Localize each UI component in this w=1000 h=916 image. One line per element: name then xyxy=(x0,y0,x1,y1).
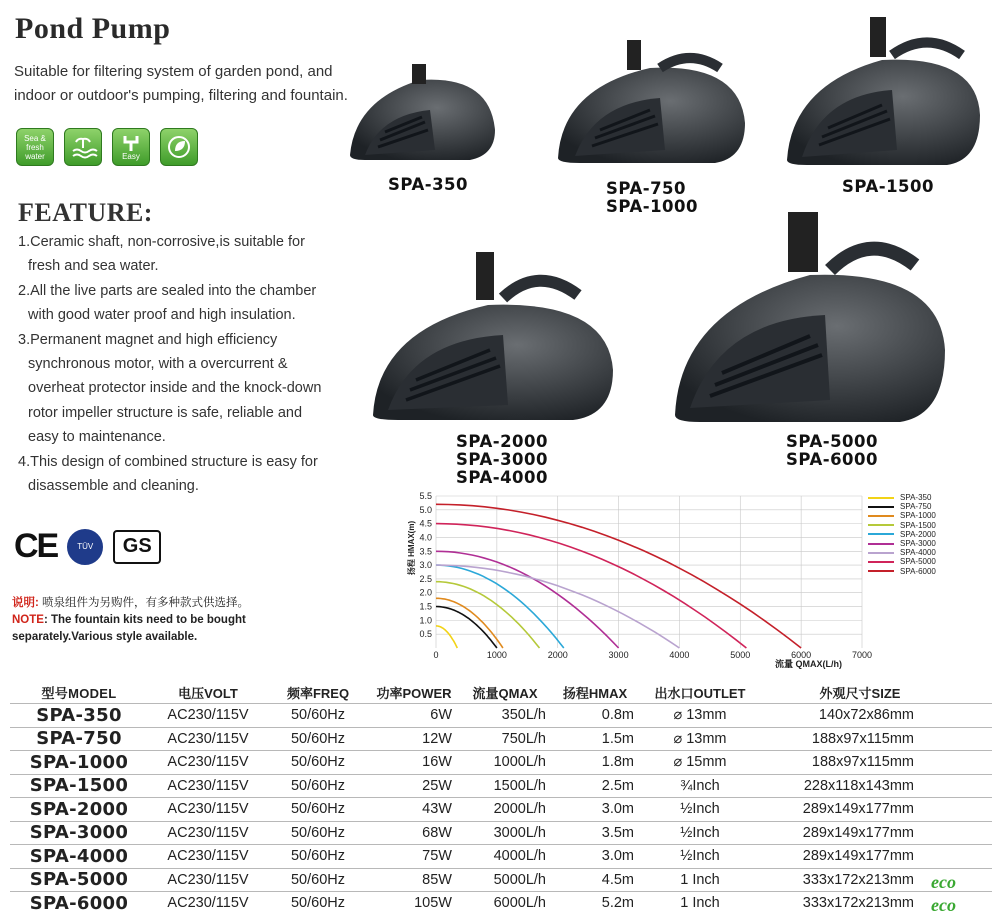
legend-item-spa-1500 xyxy=(868,521,936,530)
size-value: 228x118x143mm xyxy=(803,777,914,794)
power-cell: 75W xyxy=(422,848,452,865)
x-tick-label: 6000 xyxy=(791,650,812,660)
size-value: 289x149x177mm xyxy=(802,801,914,818)
qmax-cell: 1000L/h xyxy=(493,754,546,771)
power-cell: 25W xyxy=(422,777,452,794)
col-qmax-header: 流量QMAX xyxy=(472,685,538,701)
legend-swatch xyxy=(868,561,894,563)
outlet-cell: ½Inch xyxy=(680,848,720,865)
size-cell xyxy=(760,731,960,747)
legend-swatch xyxy=(868,497,894,499)
legend-label: SPA-5000 xyxy=(900,557,936,567)
volt-cell: AC230/115V xyxy=(167,871,249,888)
table-row xyxy=(10,868,992,892)
volt-cell: AC230/115V xyxy=(167,824,249,841)
size-value: 289x149x177mm xyxy=(802,848,914,865)
qmax-cell: 350L/h xyxy=(501,707,546,724)
freq-cell: 50/60Hz xyxy=(290,777,345,794)
outlet-cell: 1 Inch xyxy=(680,895,720,912)
chart-ticks xyxy=(419,491,872,660)
size-cell xyxy=(760,801,960,817)
y-tick-label: 4.5 xyxy=(419,518,432,529)
volt-cell: AC230/115V xyxy=(167,730,249,747)
feature-item: 3.Permanent magnet and high efficiency synchronous motor, with a overcurrent & overheat protector inside and the knock-down rotor impeller structure is safe, reliable and easy to maintenance. xyxy=(18,331,322,446)
chart-y-axis-label: 扬程 HMAX(m) xyxy=(407,520,416,576)
legend-swatch xyxy=(868,506,894,508)
x-tick-label: 2000 xyxy=(547,650,568,660)
qmax-cell: 4000L/h xyxy=(493,848,546,865)
gs-mark: GS xyxy=(113,530,161,564)
power-cell: 85W xyxy=(422,871,452,888)
curve-spa-350 xyxy=(436,626,457,648)
volt-cell: AC230/115V xyxy=(167,848,249,865)
outlet-cell: ⌀ 15mm xyxy=(673,754,727,771)
legend-swatch xyxy=(868,515,894,517)
power-cell: 105W xyxy=(414,895,452,912)
model-cell: SPA-1000 xyxy=(29,751,129,773)
freq-cell: 50/60Hz xyxy=(290,801,345,818)
legend-item-spa-5000 xyxy=(868,557,936,566)
size-value: 333x172x213mm xyxy=(802,895,914,912)
freq-cell: 50/60Hz xyxy=(290,848,345,865)
feature-list xyxy=(18,230,322,498)
legend-item-spa-3000 xyxy=(868,539,936,548)
volt-cell: AC230/115V xyxy=(167,895,249,912)
model-cell: SPA-3000 xyxy=(29,822,129,844)
pump-label-spa-2000-3000-4000: SPA-2000 SPA-3000 SPA-4000 xyxy=(456,432,549,487)
model-cell: SPA-1500 xyxy=(29,775,129,797)
legend-label: SPA-1000 xyxy=(900,511,936,521)
y-tick-label: 5.0 xyxy=(419,504,432,515)
feature-icons xyxy=(16,128,198,166)
pump-image-spa-5000 xyxy=(670,210,950,430)
y-tick-label: 2.5 xyxy=(419,573,432,584)
chart-x-axis-label: 流量 QMAX(L/h) xyxy=(775,659,842,669)
model-cell: SPA-2000 xyxy=(29,798,129,820)
legend-item-spa-750 xyxy=(868,502,936,511)
legend-label: SPA-6000 xyxy=(900,566,936,576)
col-freq-header: 频率FREQ xyxy=(286,685,350,701)
legend-label: SPA-1500 xyxy=(900,520,936,530)
ce-mark: CE xyxy=(14,527,58,565)
x-tick-label: 0 xyxy=(433,650,439,660)
model-cell: SPA-750 xyxy=(36,728,122,750)
table-row xyxy=(10,727,992,751)
eco-leaf-icon xyxy=(160,128,198,166)
size-value: 140x72x86mm xyxy=(818,707,914,724)
hmax-cell: 1.8m xyxy=(601,754,634,771)
note-block xyxy=(12,595,249,646)
outlet-cell: ⌀ 13mm xyxy=(673,707,727,724)
hmax-cell: 2.5m xyxy=(601,777,634,794)
tuv-mark: TÜV xyxy=(67,529,103,565)
power-cell: 16W xyxy=(422,754,452,771)
note-cn-text: 喷泉组件为另购件，有多种款式供选择。 xyxy=(38,597,250,609)
volt-cell: AC230/115V xyxy=(167,801,249,818)
legend-swatch xyxy=(868,552,894,554)
size-cell xyxy=(760,895,960,916)
y-tick-label: 1.5 xyxy=(419,601,432,612)
table-row xyxy=(10,821,992,845)
legend-item-spa-6000 xyxy=(868,567,936,576)
legend-swatch xyxy=(868,543,894,545)
y-tick-label: 1.0 xyxy=(419,615,432,626)
certification-marks xyxy=(14,527,161,566)
chart-legend xyxy=(868,493,936,576)
pump-image-spa-750 xyxy=(550,38,750,173)
table-row xyxy=(10,844,992,868)
note-en-text-1: : The fountain kits need to be bought xyxy=(43,614,246,626)
x-tick-label: 4000 xyxy=(669,650,690,660)
chart-grid xyxy=(436,496,862,648)
col-power-header: 功率POWER xyxy=(376,685,452,701)
model-cell: SPA-4000 xyxy=(29,845,129,867)
col-hmax-header: 扬程HMAX xyxy=(562,685,628,701)
legend-label: SPA-2000 xyxy=(900,529,936,539)
outlet-cell: ⌀ 13mm xyxy=(673,730,727,747)
feature-item: 4.This design of combined structure is easy for disassemble and cleaning. xyxy=(18,453,318,495)
intro-text: Suitable for filtering system of garden pond, and indoor or outdoor's pumping, filtering and fountain. xyxy=(14,63,348,104)
col-size-header: 外观尺寸SIZE xyxy=(819,685,901,701)
hmax-cell: 4.5m xyxy=(601,871,634,888)
legend-swatch xyxy=(868,533,894,535)
legend-swatch xyxy=(868,524,894,526)
y-tick-label: 4.0 xyxy=(419,532,432,543)
legend-label: SPA-3000 xyxy=(900,539,936,549)
pump-label-spa-750-1000: SPA-750 SPA-1000 xyxy=(606,179,699,216)
legend-item-spa-350 xyxy=(868,493,936,502)
hmax-cell: 0.8m xyxy=(601,707,634,724)
x-tick-label: 5000 xyxy=(730,650,751,660)
x-tick-label: 7000 xyxy=(851,650,873,660)
size-value: 188x97x115mm xyxy=(811,754,914,771)
wrench-easy-icon: Easy xyxy=(112,128,150,166)
volt-cell: AC230/115V xyxy=(167,754,249,771)
model-cell: SPA-6000 xyxy=(29,892,129,914)
y-tick-label: 0.5 xyxy=(419,629,432,640)
eco-badge: eco xyxy=(931,871,956,892)
model-cell: SPA-350 xyxy=(36,704,122,726)
note-en-text-2: separately.Various style available. xyxy=(12,631,198,643)
power-cell: 43W xyxy=(422,801,452,818)
qmax-cell: 3000L/h xyxy=(493,824,546,841)
y-tick-label: 3.0 xyxy=(419,560,432,571)
legend-label: SPA-350 xyxy=(900,493,932,502)
legend-item-spa-1000 xyxy=(868,511,936,520)
table-header xyxy=(10,681,992,703)
table-body xyxy=(10,703,992,915)
volt-cell: AC230/115V xyxy=(167,777,249,794)
freq-cell: 50/60Hz xyxy=(290,707,345,724)
legend-label: SPA-4000 xyxy=(900,548,936,558)
curve-spa-5000 xyxy=(436,524,746,648)
table-row xyxy=(10,750,992,774)
pump-label-spa-1500: SPA-1500 xyxy=(842,177,935,196)
qmax-cell: 1500L/h xyxy=(493,777,546,794)
legend-item-spa-4000 xyxy=(868,548,936,557)
size-cell xyxy=(760,871,960,892)
legend-item-spa-2000 xyxy=(868,530,936,539)
sea-fresh-water-icon: Sea & fresh water xyxy=(16,128,54,166)
freq-cell: 50/60Hz xyxy=(290,824,345,841)
freq-cell: 50/60Hz xyxy=(290,754,345,771)
pump-label-spa-5000-6000: SPA-5000 SPA-6000 xyxy=(786,432,879,469)
y-tick-label: 5.5 xyxy=(419,491,432,501)
hmax-cell: 1.5m xyxy=(601,730,634,747)
power-cell: 68W xyxy=(422,824,452,841)
spec-table xyxy=(10,681,992,915)
curve-spa-1000 xyxy=(436,598,503,648)
size-value: 188x97x115mm xyxy=(811,730,914,747)
outlet-cell: ½Inch xyxy=(680,801,720,818)
size-cell xyxy=(760,707,960,723)
model-cell: SPA-5000 xyxy=(29,869,129,891)
col-outlet-header: 出水口OUTLET xyxy=(654,685,746,701)
pump-image-spa-350 xyxy=(340,60,500,170)
qmax-cell: 750L/h xyxy=(501,730,546,747)
size-value: 289x149x177mm xyxy=(802,824,914,841)
qmax-cell: 6000L/h xyxy=(493,895,546,912)
hmax-cell: 3.5m xyxy=(601,824,634,841)
col-model-header: 型号MODEL xyxy=(41,685,117,701)
feature-item: 1.Ceramic shaft, non-corrosive,is suitable for fresh and sea water. xyxy=(18,234,305,275)
performance-chart xyxy=(400,488,873,674)
legend-swatch xyxy=(868,570,894,572)
hmax-cell: 5.2m xyxy=(601,895,634,912)
freq-cell: 50/60Hz xyxy=(290,871,345,888)
feature-heading: FEATURE: xyxy=(18,198,153,227)
legend-label: SPA-750 xyxy=(900,502,932,512)
qmax-cell: 5000L/h xyxy=(493,871,546,888)
x-tick-label: 1000 xyxy=(486,650,507,660)
page-title: Pond Pump xyxy=(15,12,171,45)
feature-item: 2.All the live parts are sealed into the chamber with good water proof and high insulation. xyxy=(18,282,317,324)
y-tick-label: 2.0 xyxy=(419,587,432,598)
table-row xyxy=(10,891,992,915)
eco-badge: eco xyxy=(931,895,956,916)
power-cell: 12W xyxy=(422,730,452,747)
pump-image-spa-1500 xyxy=(782,15,982,175)
col-volt-header: 电压VOLT xyxy=(178,685,238,701)
size-value: 333x172x213mm xyxy=(802,871,914,888)
size-cell xyxy=(760,848,960,864)
note-en-label: NOTE xyxy=(12,614,44,626)
hmax-cell: 3.0m xyxy=(601,801,634,818)
volt-cell: AC230/115V xyxy=(167,707,249,724)
table-row xyxy=(10,774,992,798)
x-tick-label: 3000 xyxy=(608,650,629,660)
pump-image-spa-2000 xyxy=(368,250,618,430)
table-row xyxy=(10,703,992,727)
hmax-cell: 3.0m xyxy=(601,848,634,865)
table-row xyxy=(10,797,992,821)
pump-label-spa-350: SPA-350 xyxy=(388,175,469,194)
outlet-cell: ¾Inch xyxy=(680,777,720,794)
freq-cell: 50/60Hz xyxy=(290,895,345,912)
size-cell xyxy=(760,778,960,794)
outlet-cell: ½Inch xyxy=(680,824,720,841)
freq-cell: 50/60Hz xyxy=(290,730,345,747)
power-cell: 6W xyxy=(430,707,452,724)
wave-palm-icon xyxy=(64,128,102,166)
y-tick-label: 3.5 xyxy=(419,546,432,557)
size-cell xyxy=(760,754,960,770)
note-cn-label: 说明: xyxy=(12,597,39,609)
size-cell xyxy=(760,825,960,841)
qmax-cell: 2000L/h xyxy=(493,801,546,818)
outlet-cell: 1 Inch xyxy=(680,871,720,888)
